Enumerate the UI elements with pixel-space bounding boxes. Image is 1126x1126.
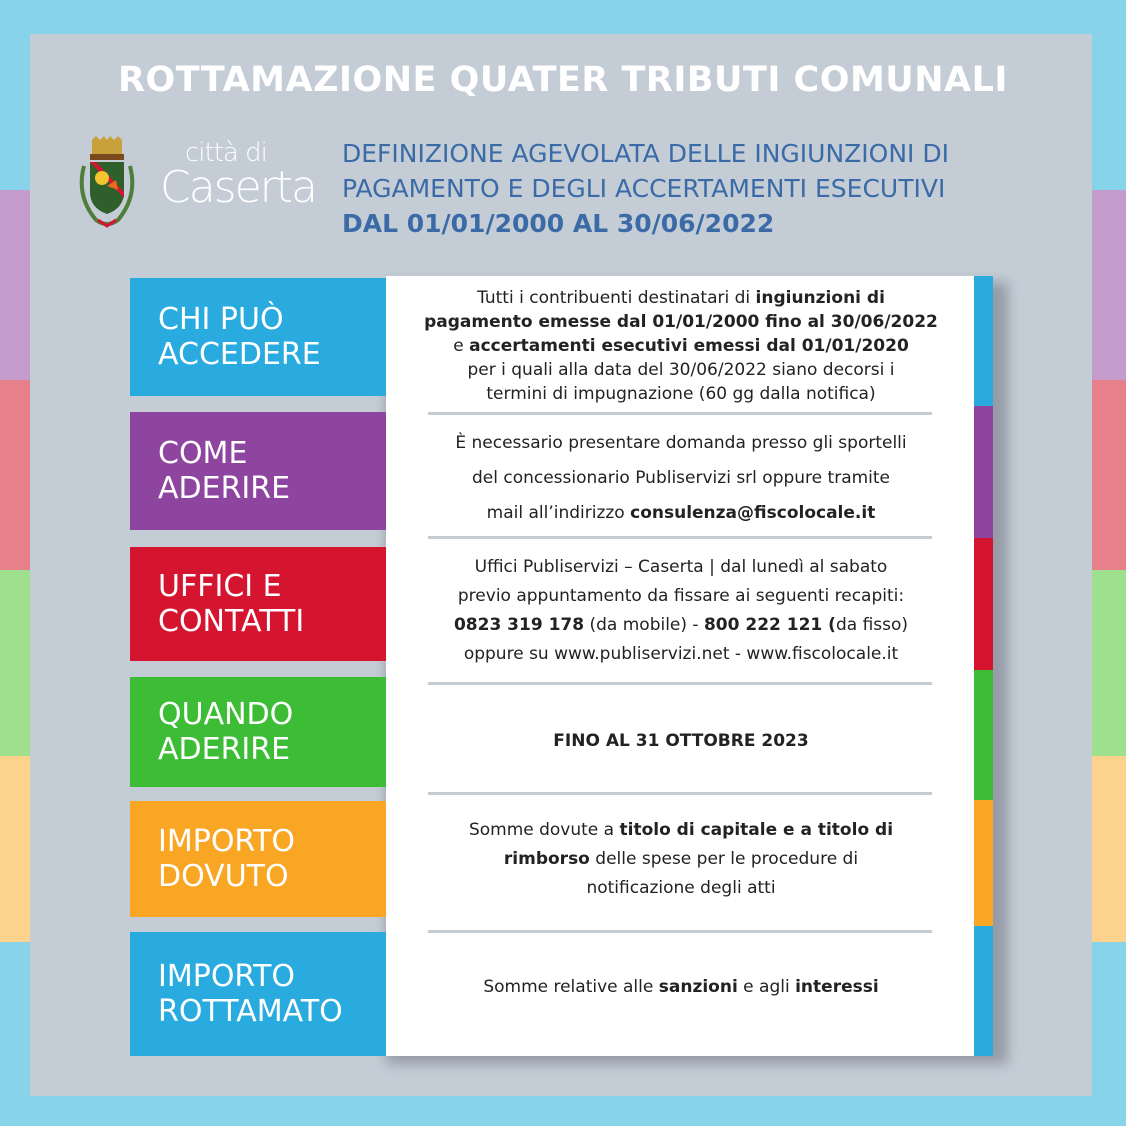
subtitle bbox=[342, 136, 1082, 241]
subtitle-line-1: DEFINIZIONE AGEVOLATA DELLE INGIUNZIONI DI bbox=[342, 139, 949, 168]
logo-line-2: Caserta bbox=[160, 162, 316, 213]
section-text-importo-dovuto: Somme dovute a titolo di capitale e a titolo di rimborso delle spese per le procedure di notificazione degli atti bbox=[468, 820, 894, 898]
label-line: COME bbox=[158, 436, 248, 471]
label-line: ADERIRE bbox=[158, 471, 291, 506]
subtitle-line-2: PAGAMENTO E DEGLI ACCERTAMENTI ESECUTIVI bbox=[342, 174, 946, 203]
divider bbox=[428, 412, 932, 415]
label-line: ACCEDERE bbox=[158, 337, 321, 372]
city-logo bbox=[160, 138, 316, 224]
strip-blue-bottom bbox=[974, 926, 993, 1056]
divider bbox=[428, 536, 932, 539]
section-text-importo-rottamato: Somme relative alle sanzioni e agli interessi bbox=[483, 977, 879, 997]
label-line: CONTATTI bbox=[158, 604, 305, 639]
label-line: UFFICI E bbox=[158, 569, 282, 604]
label-line: IMPORTO bbox=[158, 959, 296, 994]
strip-purple bbox=[974, 406, 993, 538]
strip-blue bbox=[974, 276, 993, 406]
label-line: CHI PUÒ bbox=[158, 302, 284, 337]
divider bbox=[428, 792, 932, 795]
coat-of-arms-icon bbox=[76, 136, 138, 230]
section-text-uffici-contatti: Uffici Publiservizi – Caserta | dal lunedì al sabato previo appuntamento da fissare ai seguenti recapiti: 0823 319 178 (da mobile) - 800 222 121 (da fisso) oppure su www.publiservizi.net - www.fiscolocale.it bbox=[453, 557, 909, 664]
section-label-chi-puo-accedere bbox=[130, 278, 386, 396]
section-label-importo-dovuto bbox=[130, 801, 386, 917]
divider bbox=[428, 682, 932, 685]
strip-red bbox=[974, 538, 993, 670]
section-text-chi-puo-accedere: Tutti i contribuenti destinatari di ingiunzioni di pagamento emesse dal 01/01/2000 fino al 30/06/2022 e accertamenti esecutivi emessi dal 01/01/2020 per i quali alla data del 30/06/2022 siano decorsi i termini di impugnazione (60 gg dalla notifica) bbox=[424, 288, 938, 404]
label-line: ROTTAMATO bbox=[158, 994, 343, 1029]
label-line: IMPORTO bbox=[158, 824, 296, 859]
logo-line-1: città di bbox=[185, 138, 267, 168]
label-line: QUANDO bbox=[158, 697, 294, 732]
page-title: ROTTAMAZIONE QUATER TRIBUTI COMUNALI bbox=[118, 60, 1008, 100]
section-label-importo-rottamato bbox=[130, 932, 386, 1056]
strip-orange bbox=[974, 800, 993, 926]
label-line: ADERIRE bbox=[158, 732, 291, 767]
section-text-quando-aderire: FINO AL 31 OTTOBRE 2023 bbox=[553, 731, 809, 751]
subtitle-date-range: DAL 01/01/2000 AL 30/06/2022 bbox=[342, 209, 775, 238]
section-label-come-aderire bbox=[130, 412, 386, 530]
section-text-come-aderire: È necessario presentare domanda presso gli sportelli del concessionario Publiservizi srl oppure tramite mail all’indirizzo consulenza@fiscolocale.it bbox=[455, 433, 907, 523]
section-label-quando-aderire bbox=[130, 677, 386, 787]
label-line: DOVUTO bbox=[158, 859, 289, 894]
strip-green bbox=[974, 670, 993, 800]
divider bbox=[428, 930, 932, 933]
section-label-uffici-contatti bbox=[130, 547, 386, 661]
